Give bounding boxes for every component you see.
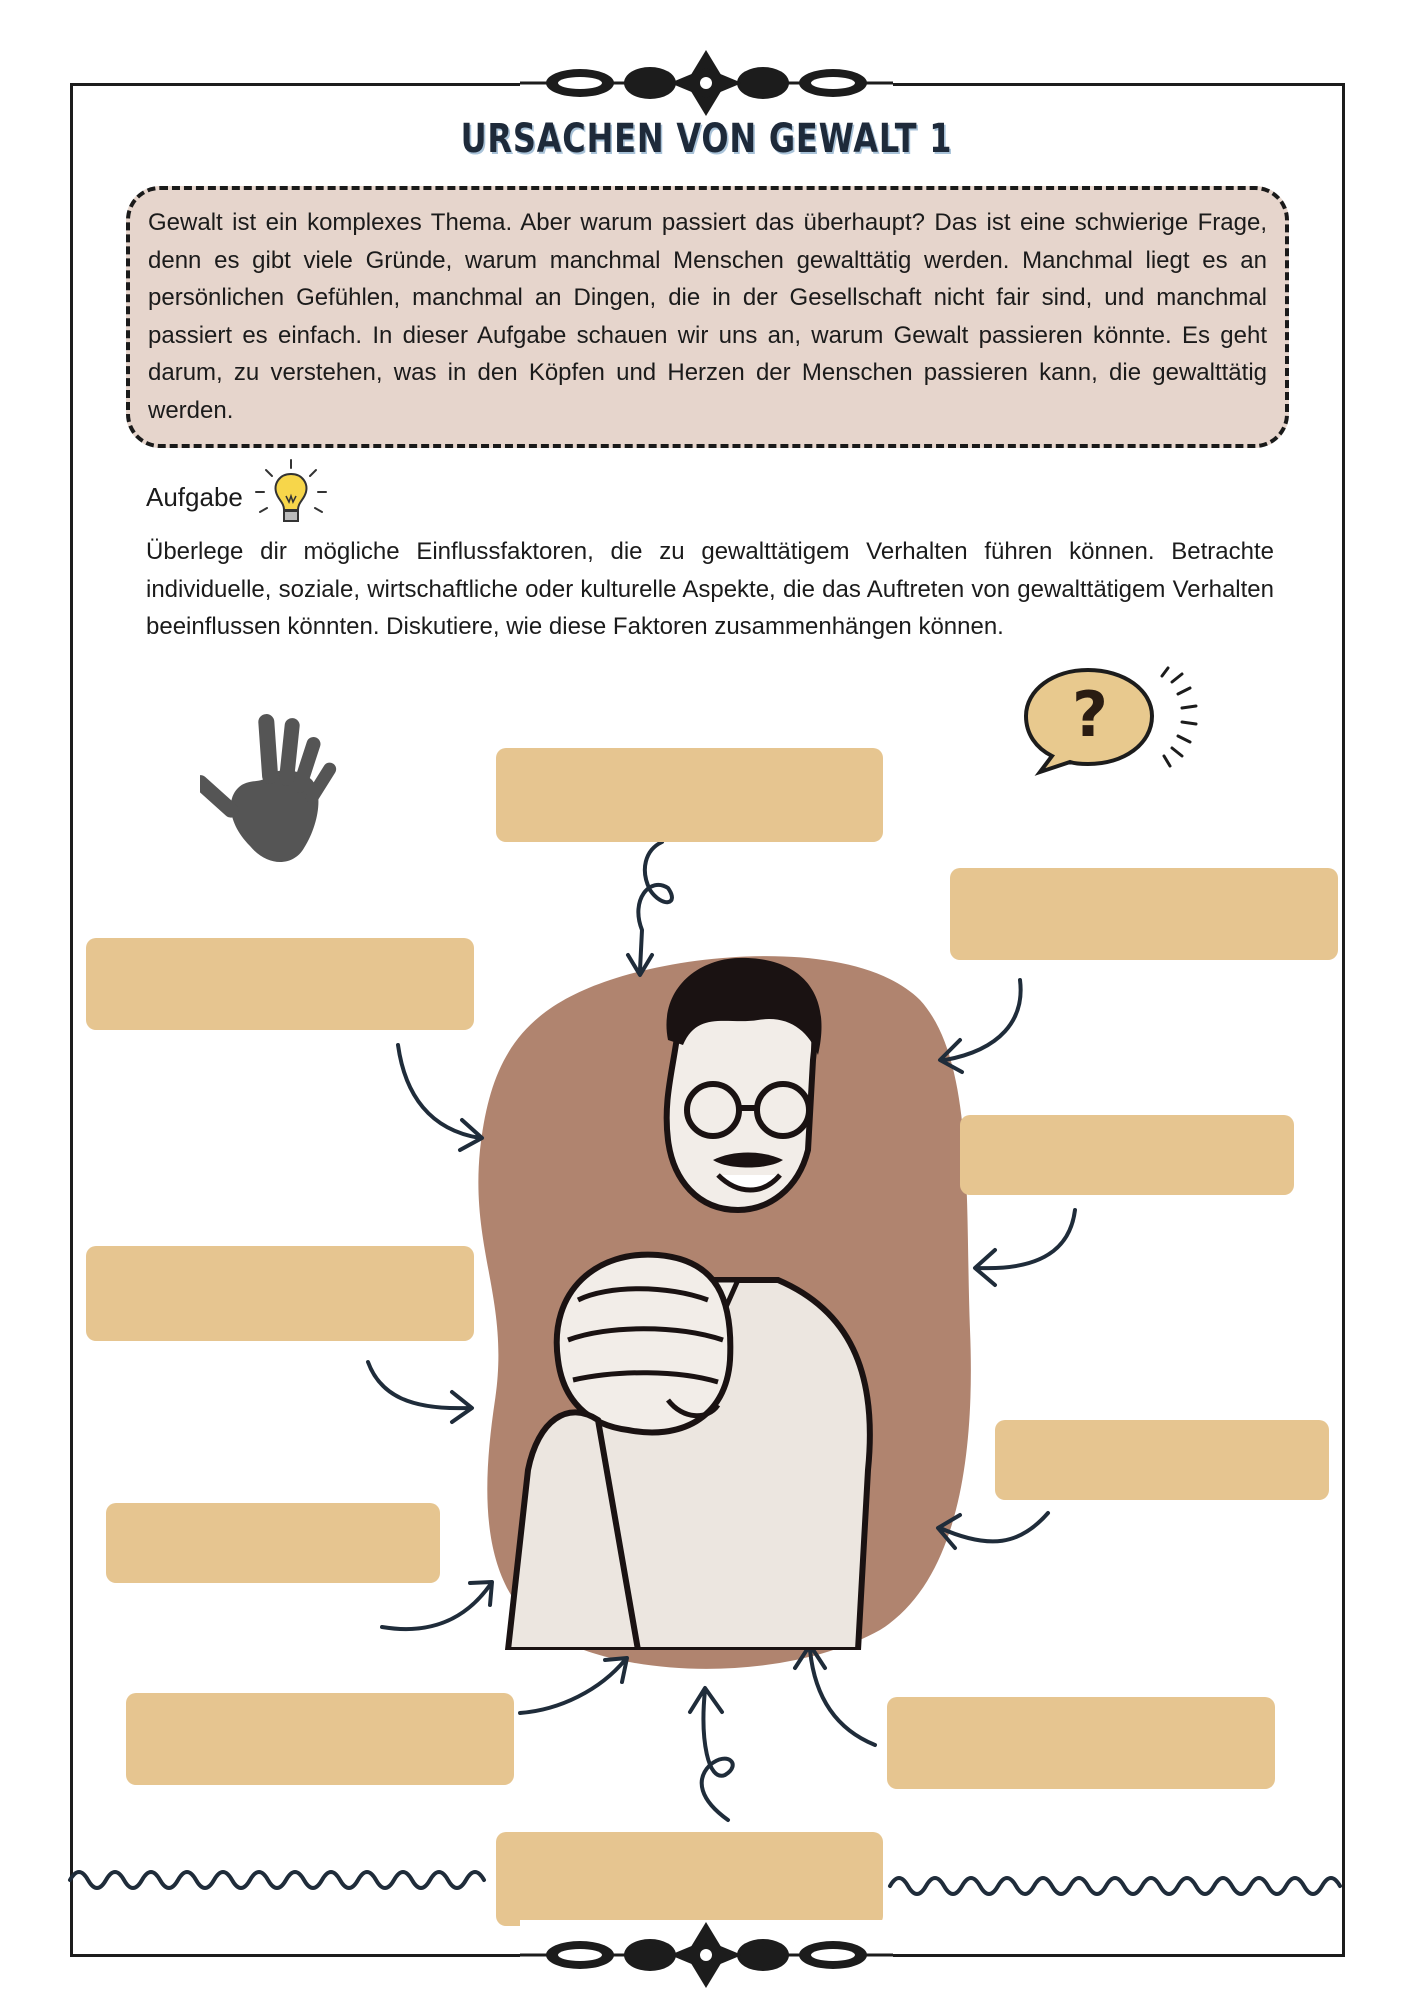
page-title: URSACHEN VON GEWALT 1 xyxy=(460,116,953,162)
answer-box-bottom[interactable] xyxy=(496,1832,883,1926)
ornament-icon xyxy=(520,1920,893,1990)
arrow-bottom xyxy=(690,1688,733,1820)
pointing-man-illustration xyxy=(468,950,968,1650)
task-label: Aufgabe xyxy=(146,482,243,512)
answer-box-top[interactable] xyxy=(496,748,883,842)
answer-box-mid-right[interactable] xyxy=(960,1115,1294,1195)
question-mark: ? xyxy=(1072,678,1108,751)
answer-box-bottom-left[interactable] xyxy=(126,1693,514,1785)
answer-box-bottom-right[interactable] xyxy=(887,1697,1275,1789)
task-text: Überlege dir mögliche Einflussfaktoren, die zu gewalttätigem Verhalten führen können. Betrachte individuelle, soziale, wirtschaftliche oder kulturelle Aspekte, die das Auftreten von gewalttätigem Verhalten beeinflussen könnten. Diskutiere, wie diese Faktoren zusammenhängen können. xyxy=(146,538,1274,640)
answer-box-upper-left[interactable] xyxy=(86,938,474,1030)
answer-box-lower-right[interactable] xyxy=(995,1420,1329,1500)
answer-box-mid-left[interactable] xyxy=(86,1246,474,1341)
intro-box: Gewalt ist ein komplexes Thema. Aber warum passiert das überhaupt? Das ist eine schwierige Frage, denn es gibt viele Gründe, warum manchmal Menschen gewalttätig werden. Manchmal liegt es an persönlichen Gefühlen, manchmal an Dingen, die in der Gesellschaft nicht fair sind, und manchmal passiert es einfach. In dieser Aufgabe schauen wir uns an, warum Gewalt passieren könnte. Es geht darum, zu verstehen, was in den Köpfen und Herzen der Menschen passieren kann, die gewalttätig werden. xyxy=(126,186,1289,448)
arrow-mid-right xyxy=(975,1210,1075,1285)
arrow-mid-left xyxy=(368,1362,472,1422)
zigzag-left xyxy=(70,1872,484,1888)
arrow-bottom-right xyxy=(795,1645,875,1745)
zigzag-right xyxy=(890,1878,1340,1894)
arrow-bottom-left xyxy=(520,1658,627,1713)
answer-box-top-right[interactable] xyxy=(950,868,1338,960)
answer-box-lower-left[interactable] xyxy=(106,1503,440,1583)
